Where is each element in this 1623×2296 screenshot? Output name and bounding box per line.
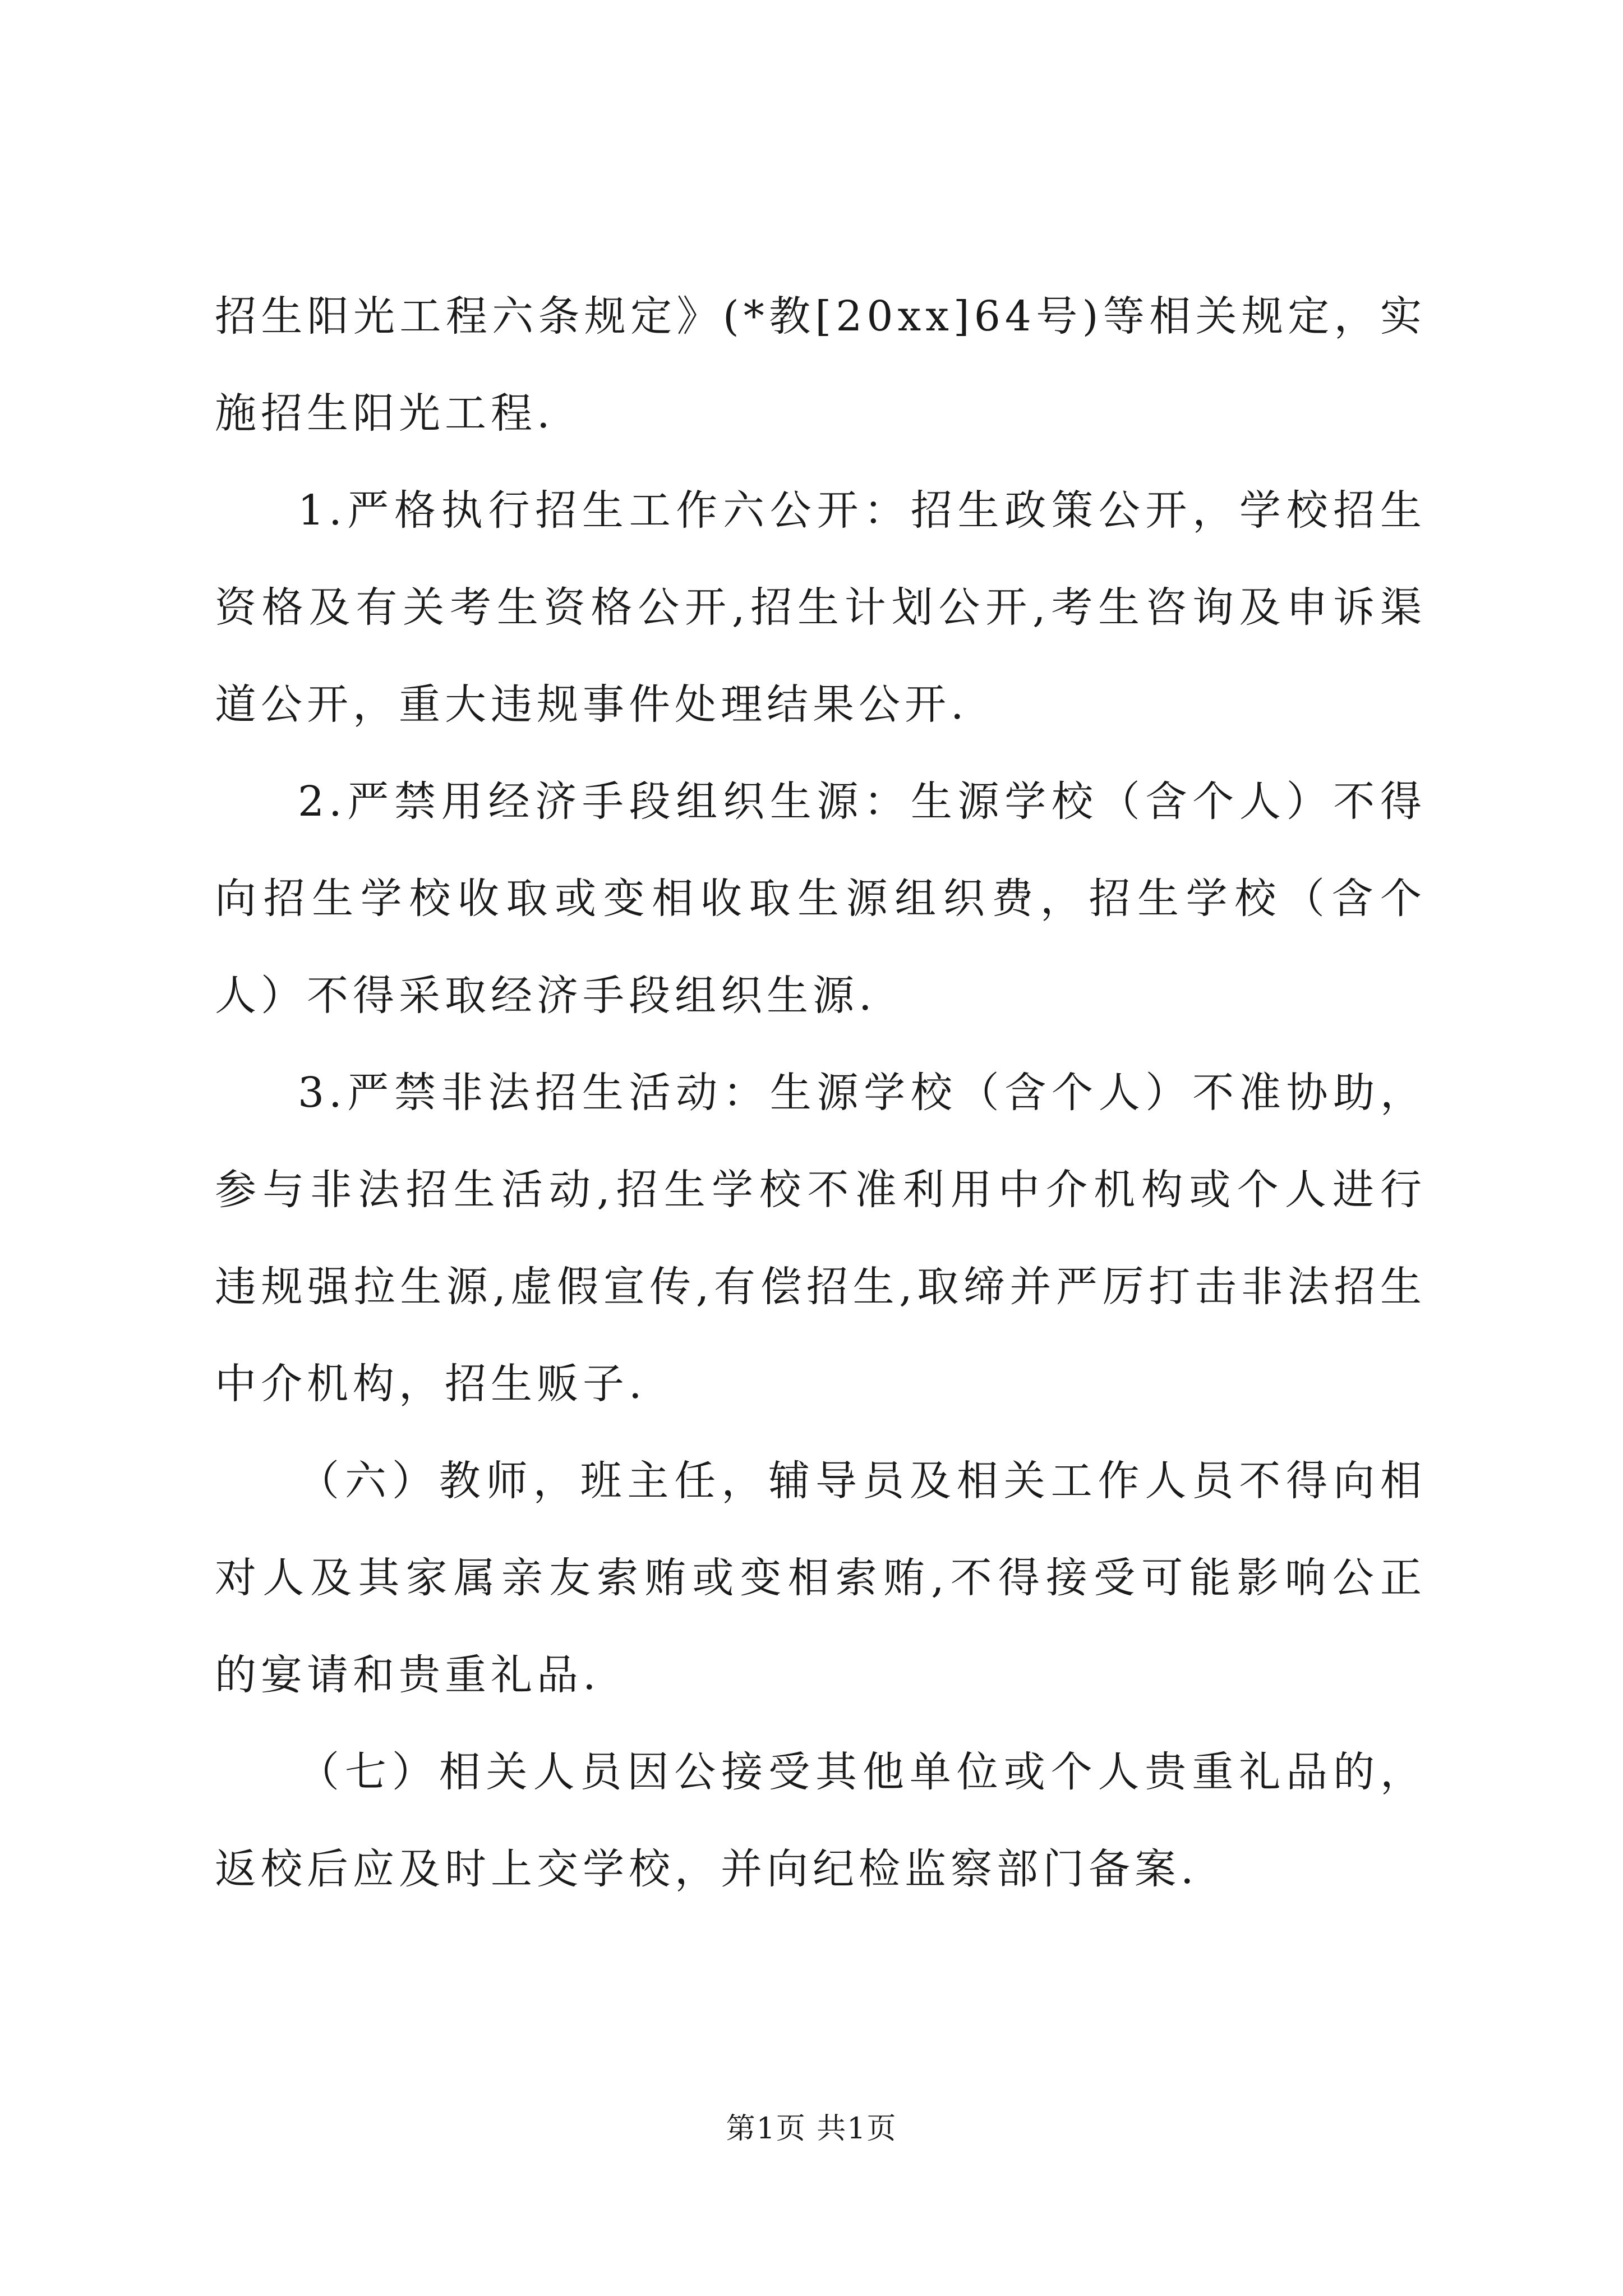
paragraph-intro: 招生阳光工程六条规定》(*教[20xx]64号)等相关规定，实施招生阳光工程. — [215, 292, 1426, 438]
document-body — [215, 268, 1426, 1918]
paragraph-item-3: 3.严禁非法招生活动：生源学校（含个人）不准协助，参与非法招生活动,招生学校不准利用中介机构或个人进行违规强拉生源,虚假宣传,有偿招生,取缔并严厉打击非法招生中介机构，招生贩子. — [215, 1069, 1426, 1408]
paragraph-section-6: （六）教师，班主任，辅导员及相关工作人员不得向相对人及其家属亲友索贿或变相索贿,不得接受可能影响公正的宴请和贵重礼品. — [215, 1457, 1426, 1699]
paragraph-item-2: 2.严禁用经济手段组织生源：生源学校（含个人）不得向招生学校收取或变相收取生源组织费，招生学校（含个人）不得采取经济手段组织生源. — [215, 777, 1426, 1020]
page-footer: 第1页 共1页 — [726, 2112, 897, 2146]
paragraph-section-7: （七）相关人员因公接受其他单位或个人贵重礼品的，返校后应及时上交学校，并向纪检监察部门备案. — [215, 1748, 1426, 1893]
paragraph-item-1: 1.严格执行招生工作六公开：招生政策公开，学校招生资格及有关考生资格公开,招生计划公开,考生咨询及申诉渠道公开，重大违规事件处理结果公开. — [215, 486, 1426, 729]
